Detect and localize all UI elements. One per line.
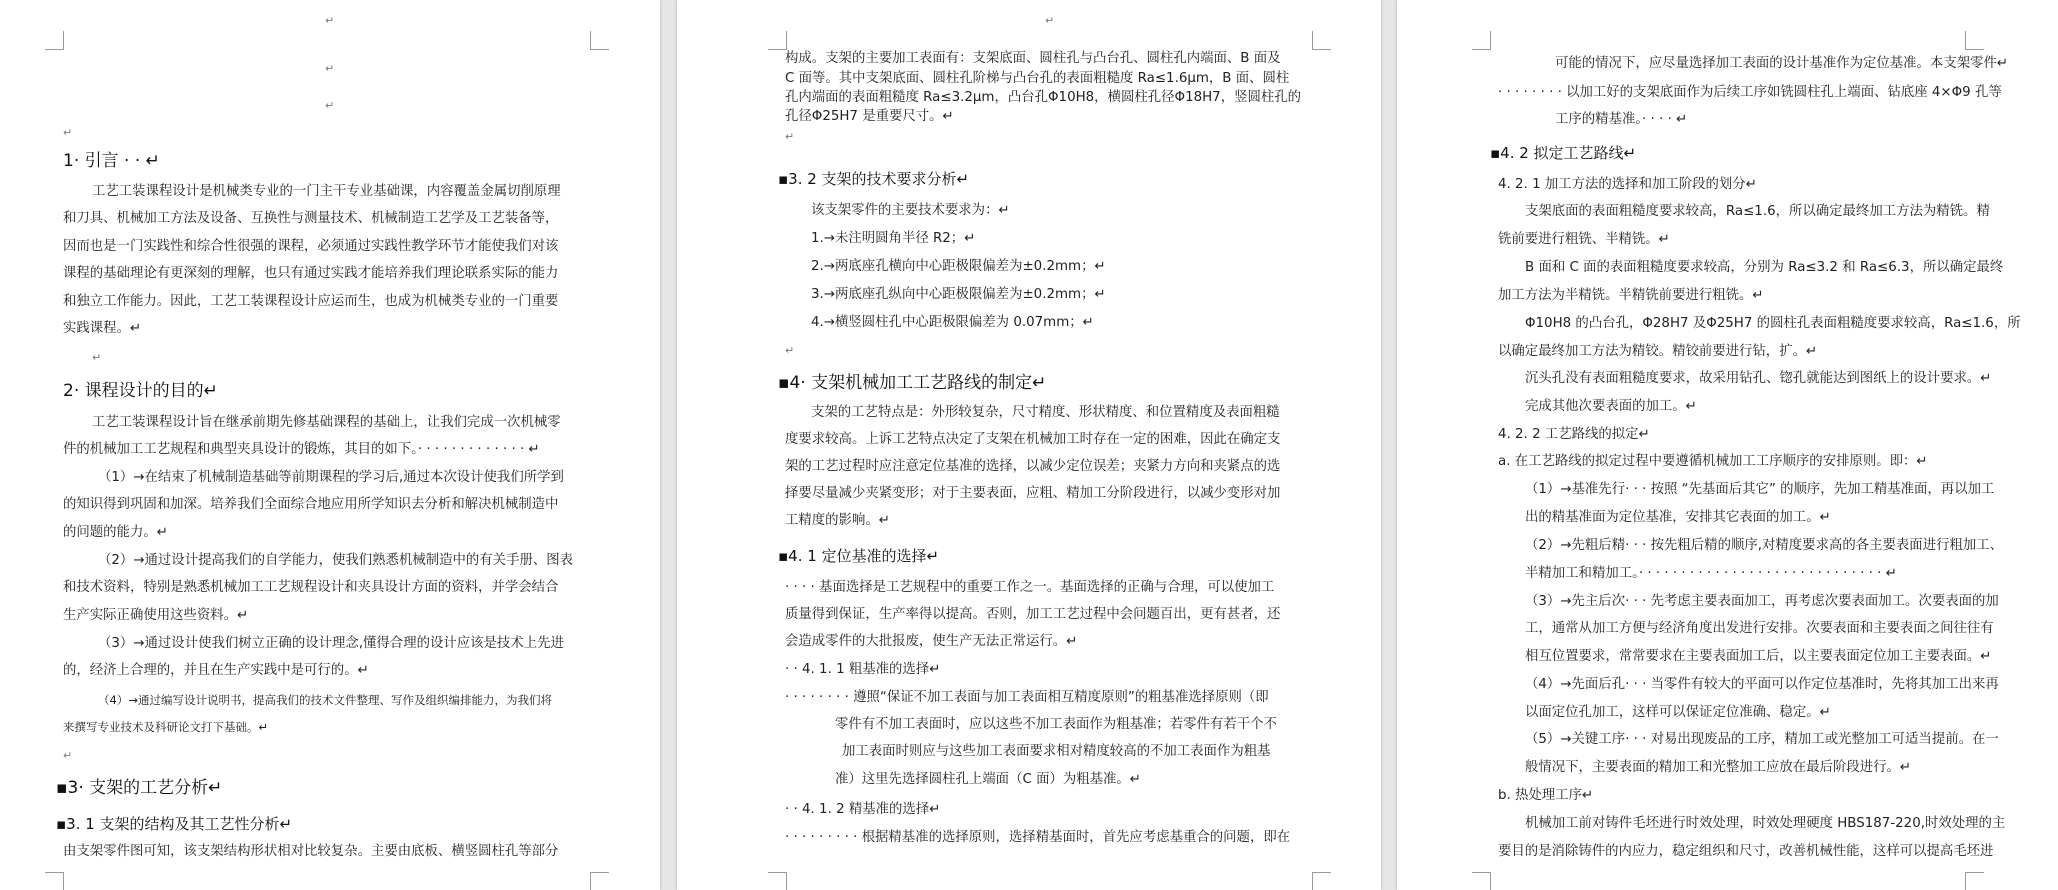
heading-2: ▪3. 2 支架的技术要求分析↵ — [778, 170, 970, 188]
paragraph-mark: ↵ — [92, 351, 102, 364]
heading-2: ▪4. 1 定位基准的选择↵ — [778, 547, 940, 565]
body-text-line: a. 在工艺路线的拟定过程中要遵循机械加工工序顺序的安排原则。即：↵ — [1498, 454, 1928, 469]
body-text-line: （4）→通过编写设计说明书，提高我们的技术文件整理、写作及组织编排能力，为我们将 — [98, 693, 552, 707]
body-text-line: 由支架零件图可知，该支架结构形状相对比较复杂。主要由底板、横竖圆柱孔等部分 — [63, 844, 559, 859]
heading-1: 1· 引言 · · ↵ — [63, 151, 160, 171]
document-page-1 — [0, 0, 660, 890]
body-text-line: 出的精基准面为定位基准，安排其它表面的加工。↵ — [1525, 510, 1831, 525]
body-text-line: 加工方法为半精铣。半精铣前要进行粗铣。↵ — [1498, 288, 1764, 303]
body-text-line: 工艺工装课程设计旨在继承前期先修基础课程的基础上，让我们完成一次机械零 — [92, 415, 561, 430]
paragraph-mark: ↵ — [325, 14, 335, 27]
list-item: 4.→横竖圆柱孔中心距极限偏差为 0.07mm；↵ — [811, 315, 1094, 330]
body-text-line: 工，通常从加工方便与经济角度出发进行安排。次要表面和主要表面之间往往有 — [1525, 621, 1994, 636]
heading-3: b. 热处理工序↵ — [1498, 788, 1594, 803]
list-item: 3.→两底座孔纵向中心距极限偏差为±0.2mm；↵ — [811, 287, 1106, 302]
body-text-line: 该支架零件的主要技术要求为：↵ — [811, 203, 1010, 218]
body-text-line: 择要尽量减少夹紧变形；对于主要表面，应粗、精加工分阶段进行，以减少变形对加 — [785, 486, 1281, 501]
body-text-line: 相互位置要求，常常要求在主要表面加工后，以主要表面定位加工主要表面。↵ — [1525, 649, 1992, 664]
body-text-line: （1）→基准先行· · · 按照 “先基面后其它” 的顺序，先加工精基准面，再以加工 — [1525, 482, 1995, 497]
heading-3: 4. 2. 2 工艺路线的拟定↵ — [1498, 427, 1650, 442]
body-text-line: 沉头孔没有表面粗糙度要求，故采用钻孔、锪孔就能达到图纸上的设计要求。↵ — [1525, 371, 1992, 386]
body-text-line: 般情况下，主要表面的精加工和光整加工应放在最后阶段进行。↵ — [1525, 760, 1912, 775]
body-text-line: 和独立工作能力。因此，工艺工装课程设计应运而生，也成为机械类专业的一门重要 — [63, 294, 559, 309]
body-text-line: 课程的基础理论有更深刻的理解，也只有通过实践才能培养我们理论联系实际的能力 — [63, 266, 559, 281]
body-text-line: （2）→先粗后精· · · 按先粗后精的顺序,对精度要求高的各主要表面进行粗加工、 — [1525, 538, 2004, 553]
body-text-line: （5）→关键工序· · · 对易出现废品的工序，精加工或光整加工可适当提前。在一 — [1525, 732, 1999, 747]
page-text[interactable] — [0, 0, 660, 890]
body-text-line: 构成。支架的主要加工表面有：支架底面、圆柱孔与凸台孔、圆柱孔内端面、B 面及 — [785, 51, 1281, 66]
body-text-line: 会造成零件的大批报废，使生产无法正常运行。↵ — [785, 634, 1078, 649]
body-text-line: 的知识得到巩固和加深。培养我们全面综合地应用所学知识去分析和解决机械制造中 — [63, 497, 559, 512]
body-text-line: （4）→先面后孔· · · 当零件有较大的平面可以作定位基准时，先将其加工出来再 — [1525, 677, 1999, 692]
body-text-line: 度要求较高。上诉工艺特点决定了支架在机械加工时存在一定的困难，因此在确定支 — [785, 432, 1281, 447]
body-text-line: 半精加工和精加工。· · · · · · · · · · · · · · · · · · · · · · · · · · · · · ↵ — [1525, 566, 1897, 581]
body-text-line: 件的机械加工工艺规程和典型夹具设计的锻炼，其目的如下。· · · · · · · · · · · · · ↵ — [63, 442, 540, 457]
body-text-line: 的，经济上合理的，并且在生产实践中是可行的。↵ — [63, 663, 369, 678]
paragraph-mark: ↵ — [785, 344, 795, 357]
body-text-line: · · · · · · · · 以加工好的支架底面作为后续工序如铣圆柱孔上端面、钻底座 4×Φ9 孔等 — [1498, 85, 2002, 100]
body-text-line: 支架的工艺特点是：外形较复杂，尺寸精度、形状精度、和位置精度及表面粗糙 — [811, 405, 1280, 420]
body-text-line: 以面定位孔加工，这样可以保证定位准确、稳定。↵ — [1525, 705, 1831, 720]
heading-3: 4. 2. 1 加工方法的选择和加工阶段的划分↵ — [1498, 177, 1757, 192]
body-text-line: · · · · · · · · 遵照“保证不加工表面与加工表面相互精度原则”的粗基准选择原则（即 — [785, 690, 1269, 705]
heading-2: ▪4. 2 拟定工艺路线↵ — [1490, 144, 1637, 162]
body-text-line: 工序的精基准。· · · · ↵ — [1555, 112, 1688, 127]
body-text-line: （3）→通过设计使我们树立正确的设计理念,懂得合理的设计应该是技术上先进 — [98, 636, 564, 651]
body-text-line: 的问题的能力。↵ — [63, 525, 168, 540]
body-text-line: · · · · · · · · · 根据精基准的选择原则，选择精基面时，首先应考虑基重合的问题，即在 — [785, 830, 1291, 845]
body-text-line: 工精度的影响。↵ — [785, 513, 890, 528]
page-text[interactable] — [1397, 0, 2058, 890]
body-text-line: C 面等。其中支架底面、圆柱孔阶梯与凸台孔的表面粗糙度 Ra≤1.6μm，B 面、圆柱 — [785, 71, 1290, 86]
heading-3: · · 4. 1. 2 精基准的选择↵ — [785, 802, 941, 817]
body-text-line: 准）这里先选择圆柱孔上端面（C 面）为粗基准。↵ — [835, 772, 1142, 787]
body-text-line: · · · · 基面选择是工艺规程中的重要工作之一。基面选择的正确与合理，可以使加工 — [785, 580, 1275, 595]
body-text-line: 铣前要进行粗铣、半精铣。↵ — [1498, 232, 1670, 247]
body-text-line: 来撰写专业技术及科研论文打下基础。↵ — [63, 720, 269, 734]
body-text-line: （2）→通过设计提高我们的自学能力，使我们熟悉机械制造中的有关手册、图表 — [98, 553, 574, 568]
heading-1: ▪4· 支架机械加工工艺路线的制定↵ — [778, 373, 1047, 393]
body-text-line: 要目的是消除铸件的内应力，稳定组织和尺寸，改善机械性能，这样可以提高毛坯进 — [1498, 844, 1994, 859]
body-text-line: 孔径Φ25H7 是重要尺寸。↵ — [785, 109, 954, 124]
body-text-line: 和刀具、机械加工方法及设备、互换性与测量技术、机械制造工艺学及工艺装备等， — [63, 211, 559, 226]
list-item: 1.→未注明圆角半径 R2；↵ — [811, 231, 976, 246]
body-text-line: （3）→先主后次· · · 先考虑主要表面加工，再考虑次要表面加工。次要表面的加 — [1525, 594, 1999, 609]
body-text-line: 支架底面的表面粗糙度要求较高，Ra≤1.6，所以确定最终加工方法为精铣。精 — [1525, 204, 1990, 219]
body-text-line: 质量得到保证，生产率得以提高。否则，加工工艺过程中会问题百出，更有甚者，还 — [785, 607, 1281, 622]
paragraph-mark: ↵ — [63, 749, 73, 762]
body-text-line: 零件有不加工表面时，应以这些不加工表面作为粗基准；若零件有若干个不 — [835, 717, 1277, 732]
body-text-line: 工艺工装课程设计是机械类专业的一门主干专业基础课，内容覆盖金属切削原理 — [92, 184, 561, 199]
body-text-line: B 面和 C 面的表面粗糙度要求较高，分别为 Ra≤3.2 和 Ra≤6.3，所以确定最终 — [1525, 260, 2004, 275]
body-text-line: 机械加工前对铸件毛坯进行时效处理，时效处理硬度 HBS187-220,时效处理的主 — [1525, 816, 2006, 831]
body-text-line: 完成其他次要表面的加工。↵ — [1525, 399, 1697, 414]
paragraph-mark: ↵ — [63, 126, 73, 139]
body-text-line: Φ10H8 的凸台孔，Φ28H7 及Φ25H7 的圆柱孔表面粗糙度要求较高，Ra≤1.6，所 — [1525, 316, 2021, 331]
body-text-line: 架的工艺过程时应注意定位基准的选择，以减少定位误差；夹紧力方向和夹紧点的选 — [785, 459, 1281, 474]
body-text-line: 加工表面时则应与这些加工表面要求相对精度较高的不加工表面作为粗基 — [842, 744, 1271, 759]
paragraph-mark: ↵ — [325, 62, 335, 75]
document-page-3 — [1397, 0, 2058, 890]
body-text-line: 以确定最终加工方法为精铰。精铰前要进行钻，扩。↵ — [1498, 344, 1818, 359]
list-item: 2.→两底座孔横向中心距极限偏差为±0.2mm；↵ — [811, 259, 1106, 274]
document-page-2 — [677, 0, 1381, 890]
paragraph-mark: ↵ — [1045, 14, 1055, 27]
heading-1: ▪3· 支架的工艺分析↵ — [56, 778, 223, 798]
body-text-line: 生产实际正确使用这些资料。↵ — [63, 608, 249, 623]
body-text-line: 实践课程。↵ — [63, 321, 142, 336]
paragraph-mark: ↵ — [325, 99, 335, 112]
body-text-line: 可能的情况下，应尽量选择加工表面的设计基准作为定位基准。本支架零件↵ — [1555, 56, 2009, 71]
body-text-line: 孔内端面的表面粗糙度 Ra≤3.2μm，凸台孔Φ10H8，横圆柱孔径Φ18H7，竖圆柱孔的 — [785, 90, 1302, 105]
body-text-line: 因而也是一门实践性和综合性很强的课程，必须通过实践性教学环节才能使我们对该 — [63, 239, 559, 254]
body-text-line: 和技术资料，特别是熟悉机械加工工艺规程设计和夹具设计方面的资料，并学会结合 — [63, 580, 559, 595]
paragraph-mark: ↵ — [785, 130, 795, 143]
page-text[interactable] — [677, 0, 1381, 890]
body-text-line: （1）→在结束了机械制造基础等前期课程的学习后,通过本次设计使我们所学到 — [98, 470, 564, 485]
heading-2: ▪3. 1 支架的结构及其工艺性分析↵ — [56, 815, 293, 833]
heading-1: 2· 课程设计的目的↵ — [63, 381, 218, 401]
heading-3: · · 4. 1. 1 粗基准的选择↵ — [785, 662, 941, 677]
